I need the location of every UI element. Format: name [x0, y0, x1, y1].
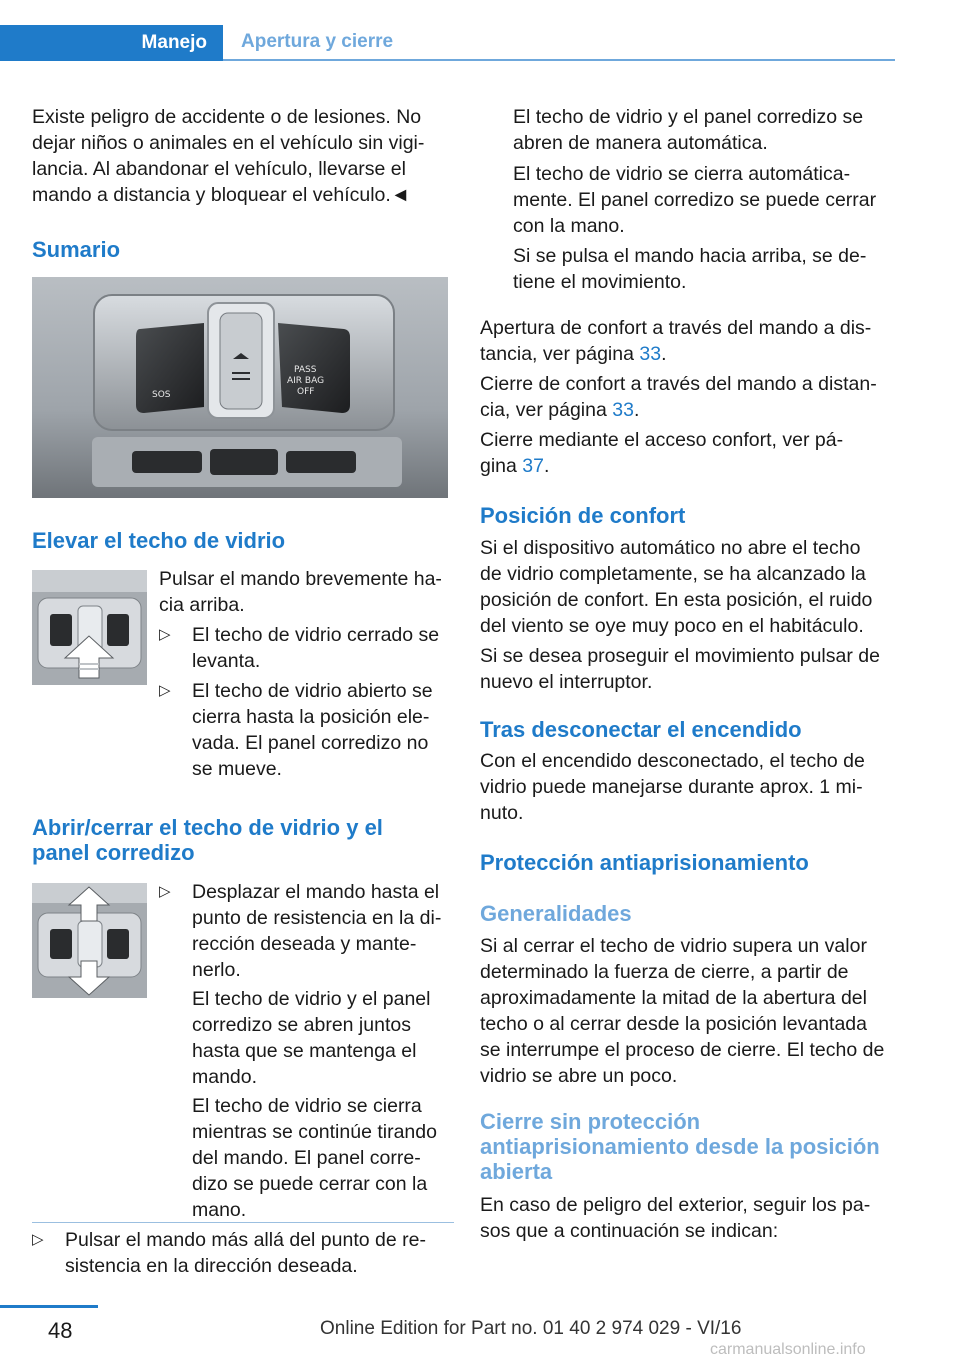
abrir-paragraph-1: [192, 986, 457, 1090]
confort-acceso: [480, 427, 900, 479]
heading-proteccion: Protección antiaprisionamiento: [480, 850, 809, 875]
text-line: vidrio se abre un poco.: [480, 1065, 678, 1087]
text-line: Desplazar el mando hasta el: [192, 881, 440, 903]
text-span: cia, ver página: [480, 399, 613, 421]
text-line: Si se desea proseguir el movimiento pulsar de: [480, 645, 880, 667]
text-line: Con el encendido desconectado, el techo de: [480, 750, 865, 772]
right-paragraph-2: [513, 161, 903, 239]
text-line: corredizo se abren juntos: [192, 1014, 411, 1036]
text-line: aproximadamente la mitad de la abertura del: [480, 987, 867, 1009]
text-line: tiene el movimiento.: [513, 271, 687, 293]
text-line: Si al cerrar el techo de vidrio supera un valor: [480, 935, 867, 957]
text-line: determinado la fuerza de cierre, a partir de: [480, 961, 849, 983]
heading-line: panel corredizo: [32, 840, 195, 865]
heading-posicion-confort: Posición de confort: [480, 503, 686, 528]
text-line: El techo de vidrio se cierra automática‐: [513, 163, 851, 185]
bullet-item: [159, 622, 454, 674]
abrir-cerrar-illustration: [32, 883, 147, 998]
sos-label: SOS: [152, 390, 171, 400]
text-line: dizo se puede cerrar con la: [192, 1173, 428, 1195]
text-line: sistencia en la dirección deseada.: [65, 1255, 358, 1277]
intro-warning: [32, 104, 452, 208]
off-label: OFF: [297, 387, 315, 397]
right-paragraph-3: [513, 243, 903, 295]
page-link-33[interactable]: 33: [612, 399, 634, 421]
text-line: nuto.: [480, 802, 524, 824]
heading-line: antiaprisionamiento desde la posición: [480, 1134, 880, 1159]
triangle-bullet-icon: ▷: [159, 883, 171, 900]
text-line: posición de confort. En esta posición, el ruido: [480, 589, 873, 611]
text-line: sos que a continuación se indican:: [480, 1220, 779, 1242]
text-line: Si se pulsa el mando hacia arriba, se de‐: [513, 245, 867, 267]
text-line: cia arriba.: [159, 594, 245, 616]
text-span: tancia, ver página: [480, 343, 640, 365]
text-line: abren de manera automática.: [513, 132, 768, 154]
text-line: mientras se continúe tirando: [192, 1121, 437, 1143]
triangle-bullet-icon: ▷: [159, 626, 171, 643]
bullet-item: [159, 678, 454, 782]
tab-manejo[interactable]: Manejo: [0, 25, 223, 61]
heading-sumario: Sumario: [32, 237, 121, 262]
text-line: En caso de peligro del exterior, seguir los pa‐: [480, 1194, 871, 1216]
text-line: hasta que se mantenga el: [192, 1040, 417, 1062]
text-line: vidrio puede manejarse durante aprox. 1 mi‐: [480, 776, 863, 798]
text-line: se interrumpe el proceso de cierre. El techo de: [480, 1039, 885, 1061]
airbag-label: AIR BAG: [287, 376, 325, 386]
text-line: rección deseada y mante‐: [192, 933, 417, 955]
triangle-bullet-icon: ▷: [159, 682, 171, 699]
text-line: gina 37.: [480, 455, 550, 477]
watermark: carmanualsonline.info: [710, 1341, 866, 1358]
abrir-paragraph-2: [192, 1093, 457, 1223]
heading-line: abierta: [480, 1159, 553, 1184]
triangle-bullet-icon: ▷: [32, 1231, 44, 1248]
footer-accent-line: [0, 1305, 98, 1308]
text-line: con la mano.: [513, 215, 625, 237]
text-line: Cierre mediante el acceso confort, ver pá‐: [480, 429, 844, 451]
intro-line: Existe peligro de accidente o de lesiones. No: [32, 106, 422, 128]
text-line: de vidrio completamente, se ha alcanzado la: [480, 563, 866, 585]
pass-label: PASS: [294, 365, 317, 375]
text-line: Pulsar el mando brevemente ha‐: [159, 568, 442, 590]
heading-line: Cierre sin protección: [480, 1109, 701, 1134]
text-line: mente. El panel corredizo se puede cerrar: [513, 189, 877, 211]
cierre-paragraph: [480, 1192, 900, 1244]
confort-apertura: [480, 315, 900, 367]
heading-generalidades: Generalidades: [480, 901, 632, 926]
page-number: 48: [48, 1318, 73, 1343]
divider: [32, 1222, 454, 1223]
text-line: levanta.: [192, 650, 261, 672]
heading-abrir-cerrar: [32, 815, 452, 865]
heading-line: Abrir/cerrar el techo de vidrio y el: [32, 815, 383, 840]
text-line: Si el dispositivo automático no abre el techo: [480, 537, 861, 559]
text-line: Apertura de confort a través del mando a dis‐: [480, 317, 872, 339]
text-line: Cierre de confort a través del mando a distan‐: [480, 373, 877, 395]
heading-cierre-sin-proteccion: [480, 1109, 900, 1184]
text-line: nuevo el interruptor.: [480, 671, 653, 693]
intro-line: mando a distancia y bloquear el vehículo.◄: [32, 184, 411, 206]
overview-photo: [32, 277, 448, 498]
text-line: techo o al cerrar desde la posición levantada: [480, 1013, 867, 1035]
elevar-intro: [159, 566, 454, 618]
text-span: gina: [480, 455, 523, 477]
text-line: mando.: [192, 1066, 258, 1088]
page-link-37[interactable]: 37: [522, 455, 544, 477]
footer-edition: Online Edition for Part no. 01 40 2 974 029 - VI/16: [320, 1318, 742, 1339]
heading-elevar: Elevar el techo de vidrio: [32, 528, 286, 553]
text-line: El techo de vidrio y el panel: [192, 988, 431, 1010]
text-line: El techo de vidrio abierto se: [192, 680, 433, 702]
posicion-paragraph-1: [480, 535, 900, 639]
tras-paragraph: [480, 748, 900, 826]
text-line: se mueve.: [192, 758, 282, 780]
generalidades-paragraph: [480, 933, 900, 1089]
confort-cierre: [480, 371, 900, 423]
bullet-item: [32, 1227, 457, 1279]
text-line: punto de resistencia en la di‐: [192, 907, 442, 929]
right-paragraph-1: [513, 104, 903, 156]
header-tabbar: [0, 25, 895, 61]
text-line: El techo de vidrio cerrado se: [192, 624, 440, 646]
text-line: Pulsar el mando más allá del punto de re‐: [65, 1229, 426, 1251]
bullet-item: [159, 879, 454, 983]
text-line: nerlo.: [192, 959, 241, 981]
text-line: cierra hasta la posición ele‐: [192, 706, 430, 728]
text-line: cia, ver página 33.: [480, 399, 640, 421]
intro-line: dejar niños o animales en el vehículo sin vigi‐: [32, 132, 425, 154]
intro-line: lancia. Al abandonar el vehículo, llevarse el: [32, 158, 406, 180]
text-line: mano.: [192, 1199, 247, 1221]
tab-apertura-y-cierre[interactable]: Apertura y cierre: [223, 25, 895, 61]
page-link-33[interactable]: 33: [639, 343, 662, 365]
text-line: vada. El panel corredizo no: [192, 732, 429, 754]
text-line: del mando. El panel corre‐: [192, 1147, 421, 1169]
heading-tras-desconectar: Tras desconectar el encendido: [480, 717, 802, 742]
text-line: El techo de vidrio se cierra: [192, 1095, 422, 1117]
text-line: del viento se oye muy poco en el habitáculo.: [480, 615, 864, 637]
text-line: El techo de vidrio y el panel corredizo se: [513, 106, 864, 128]
elevar-illustration: [32, 570, 147, 685]
posicion-paragraph-2: [480, 643, 900, 695]
text-line: tancia, ver página 33.: [480, 343, 667, 365]
